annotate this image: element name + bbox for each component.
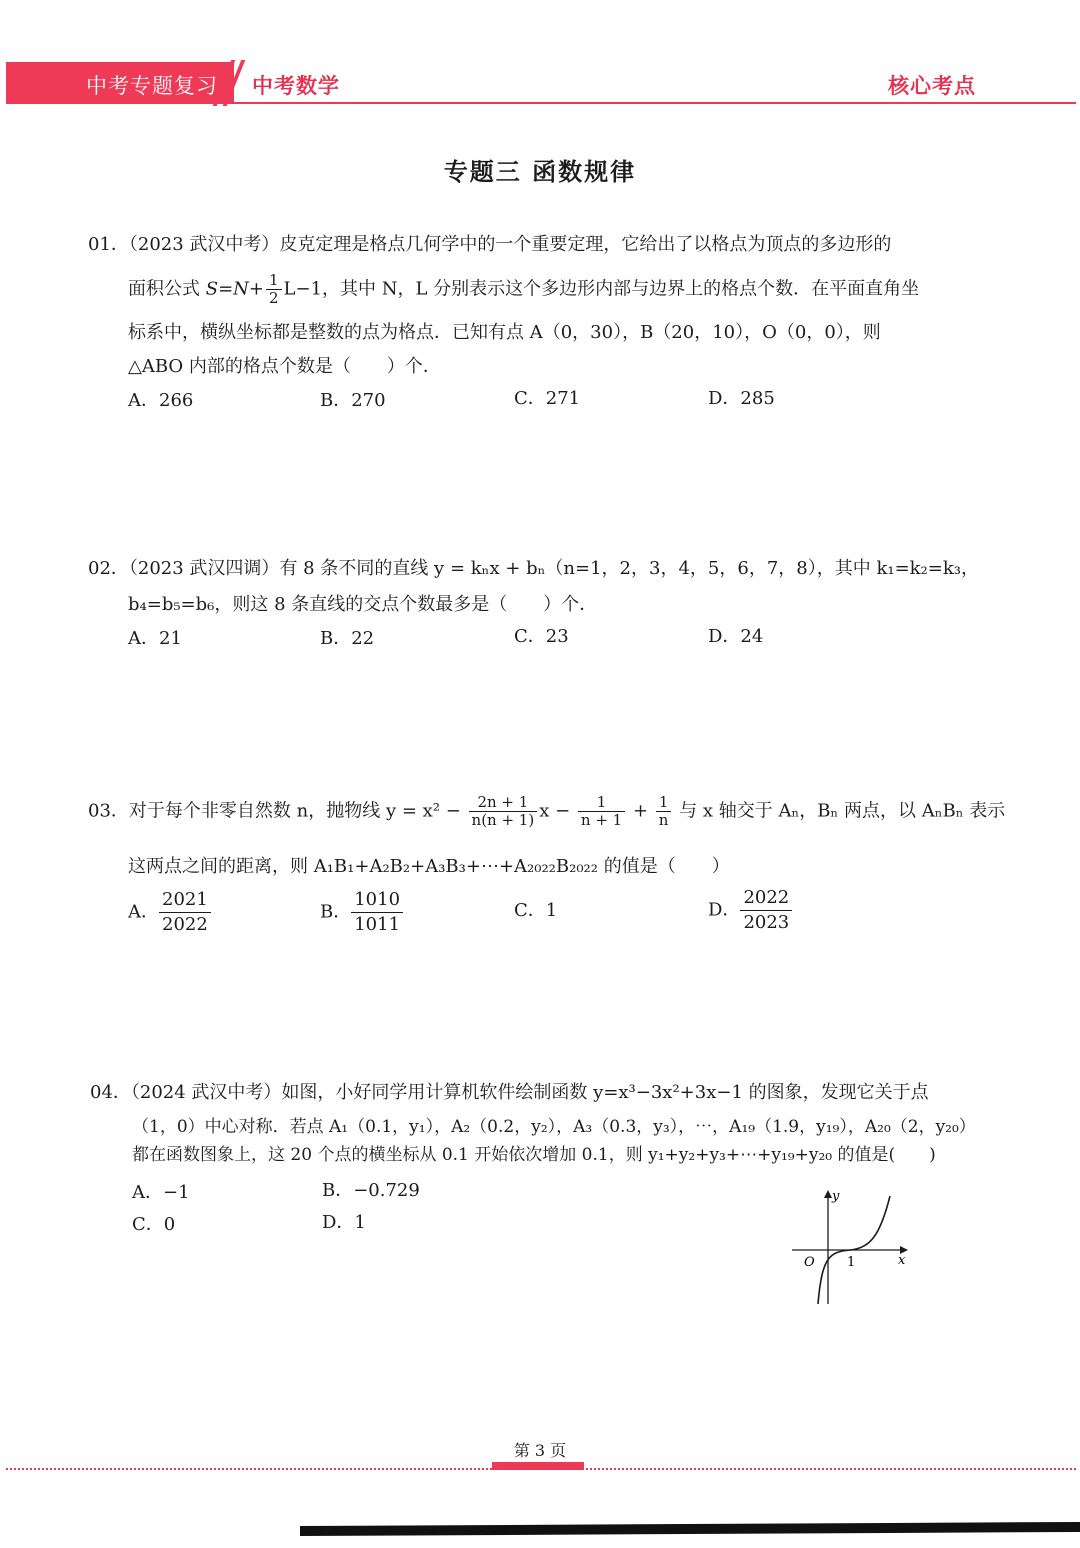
question-text: L−1，其中 N，L 分别表示这个多边形内部与边界上的格点个数．在平面直角坐 (283, 278, 920, 300)
option-d: D．1 (322, 1212, 366, 1233)
page-title: 专题三 函数规律 (443, 157, 637, 186)
fraction-denominator: 2023 (743, 912, 790, 933)
y-axis-label: y (832, 1189, 840, 1204)
question-source: （2023 武汉四调） (128, 558, 280, 579)
question-number: 03． (88, 800, 129, 822)
fraction-denominator: n + 1 (580, 811, 623, 829)
fraction (266, 272, 282, 307)
y-axis-arrow-icon (824, 1190, 832, 1198)
fraction-denominator: n (658, 811, 669, 829)
question-text: 有 8 条不同的直线 y = kₙx + bₙ（n=1，2，3，4，5，6，7，8），其中 k₁=k₂=k₃， (279, 558, 979, 579)
option-b: B．270 (320, 390, 386, 411)
question-source: （2023 武汉中考） (128, 234, 280, 255)
page-number: 第 3 页 (513, 1441, 567, 1460)
option-b: B．−0.729 (322, 1180, 420, 1201)
question-text: 面积公式 (128, 278, 206, 300)
scan-edge-shadow (300, 1522, 1080, 1536)
question-text: 如图，小好同学用计算机软件绘制函数 y=x³−3x²+3x−1 的图象，发现它关于点 (281, 1082, 929, 1103)
option-d: D．24 (708, 626, 764, 647)
fraction-numerator: 1 (578, 794, 625, 812)
header-subject-label: 中考数学 (252, 74, 340, 98)
option-d (708, 886, 792, 935)
header-rule (234, 102, 1076, 104)
fraction (578, 794, 625, 829)
fraction (469, 794, 538, 829)
fraction (351, 888, 403, 937)
fraction-numerator: 1010 (351, 888, 403, 913)
fraction-numerator: 2n + 1 (469, 794, 538, 812)
origin-label: O (804, 1255, 815, 1270)
header-series-label: 中考专题复习 (86, 74, 218, 98)
question-text: △ABO 内部的格点个数是（ ）个． (128, 356, 441, 377)
option-a (128, 888, 211, 937)
fraction-denominator: 2022 (162, 914, 208, 935)
option-a: A．−1 (132, 1182, 190, 1203)
fraction-numerator: 1 (656, 794, 672, 812)
option-c: C．23 (514, 626, 569, 647)
option-c: C．271 (514, 388, 581, 409)
question-text: 都在函数图象上，这 20 个点的横坐标从 0.1 开始依次增加 0.1，则 y₁+y₂+y₃+⋯+y₁₉+y₂₀ 的值是( ) (132, 1145, 936, 1165)
option-b: B．22 (320, 628, 375, 649)
question-number: 02． (88, 558, 129, 579)
formula: S=N+ (205, 278, 264, 300)
question-text: 这两点之间的距离，则 A₁B₁+A₂B₂+A₃B₃+⋯+A₂₀₂₂B₂₀₂₂ 的值是（ ） (128, 856, 730, 877)
question-text: 对于每个非零自然数 n，抛物线 y = x² − (128, 800, 467, 822)
question-text: x − (539, 800, 576, 822)
question-text: （1，0）中心对称．若点 A₁（0.1，y₁），A₂（0.2，y₂），A₃（0.3，y₃），⋯，A₁₉（1.9，y₁₉），A₂₀（2，y₂₀） (132, 1117, 976, 1137)
option-a: A．266 (128, 390, 194, 411)
x-axis-label: x (898, 1253, 906, 1268)
fraction (159, 888, 211, 937)
tick-label: 1 (847, 1255, 856, 1270)
option-c: C．1 (514, 900, 558, 921)
fraction-denominator: 2 (268, 289, 279, 307)
option-label: D． (708, 899, 741, 921)
cubic-function-graph (786, 1186, 916, 1310)
question-text: 皮克定理是格点几何学中的一个重要定理，它给出了以格点为顶点的多边形的 (279, 234, 892, 255)
option-label: A． (128, 901, 159, 923)
question-text: 与 x 轴交于 Aₙ，Bₙ 两点，以 AₙBₙ 表示 (673, 800, 1006, 822)
footer-accent-bar (492, 1462, 584, 1470)
question-number: 01． (88, 234, 129, 255)
option-label: B． (320, 901, 352, 923)
fraction (656, 794, 672, 829)
fraction (740, 886, 792, 935)
question-source: （2024 武汉中考） (130, 1082, 282, 1103)
question-text: b₄=b₅=b₆，则这 8 条直线的交点个数最多是（ ）个． (128, 594, 598, 615)
question-text: 标系中，横纵坐标都是整数的点为格点．已知有点 A（0，30），B（20，10），O（0，0），则 (128, 322, 881, 343)
fraction-numerator: 2022 (740, 886, 792, 911)
option-a: A．21 (128, 628, 182, 649)
fraction-numerator: 2021 (159, 888, 211, 913)
option-c: C．0 (132, 1214, 176, 1235)
fraction-denominator: 1011 (354, 914, 401, 935)
question-text: + (627, 800, 654, 822)
option-d: D．285 (708, 388, 775, 409)
fraction-numerator: 1 (266, 272, 282, 290)
question-number: 04． (90, 1082, 131, 1103)
header-section-label: 核心考点 (888, 74, 976, 98)
option-b (320, 888, 403, 937)
fraction-denominator: n(n + 1) (471, 811, 535, 829)
